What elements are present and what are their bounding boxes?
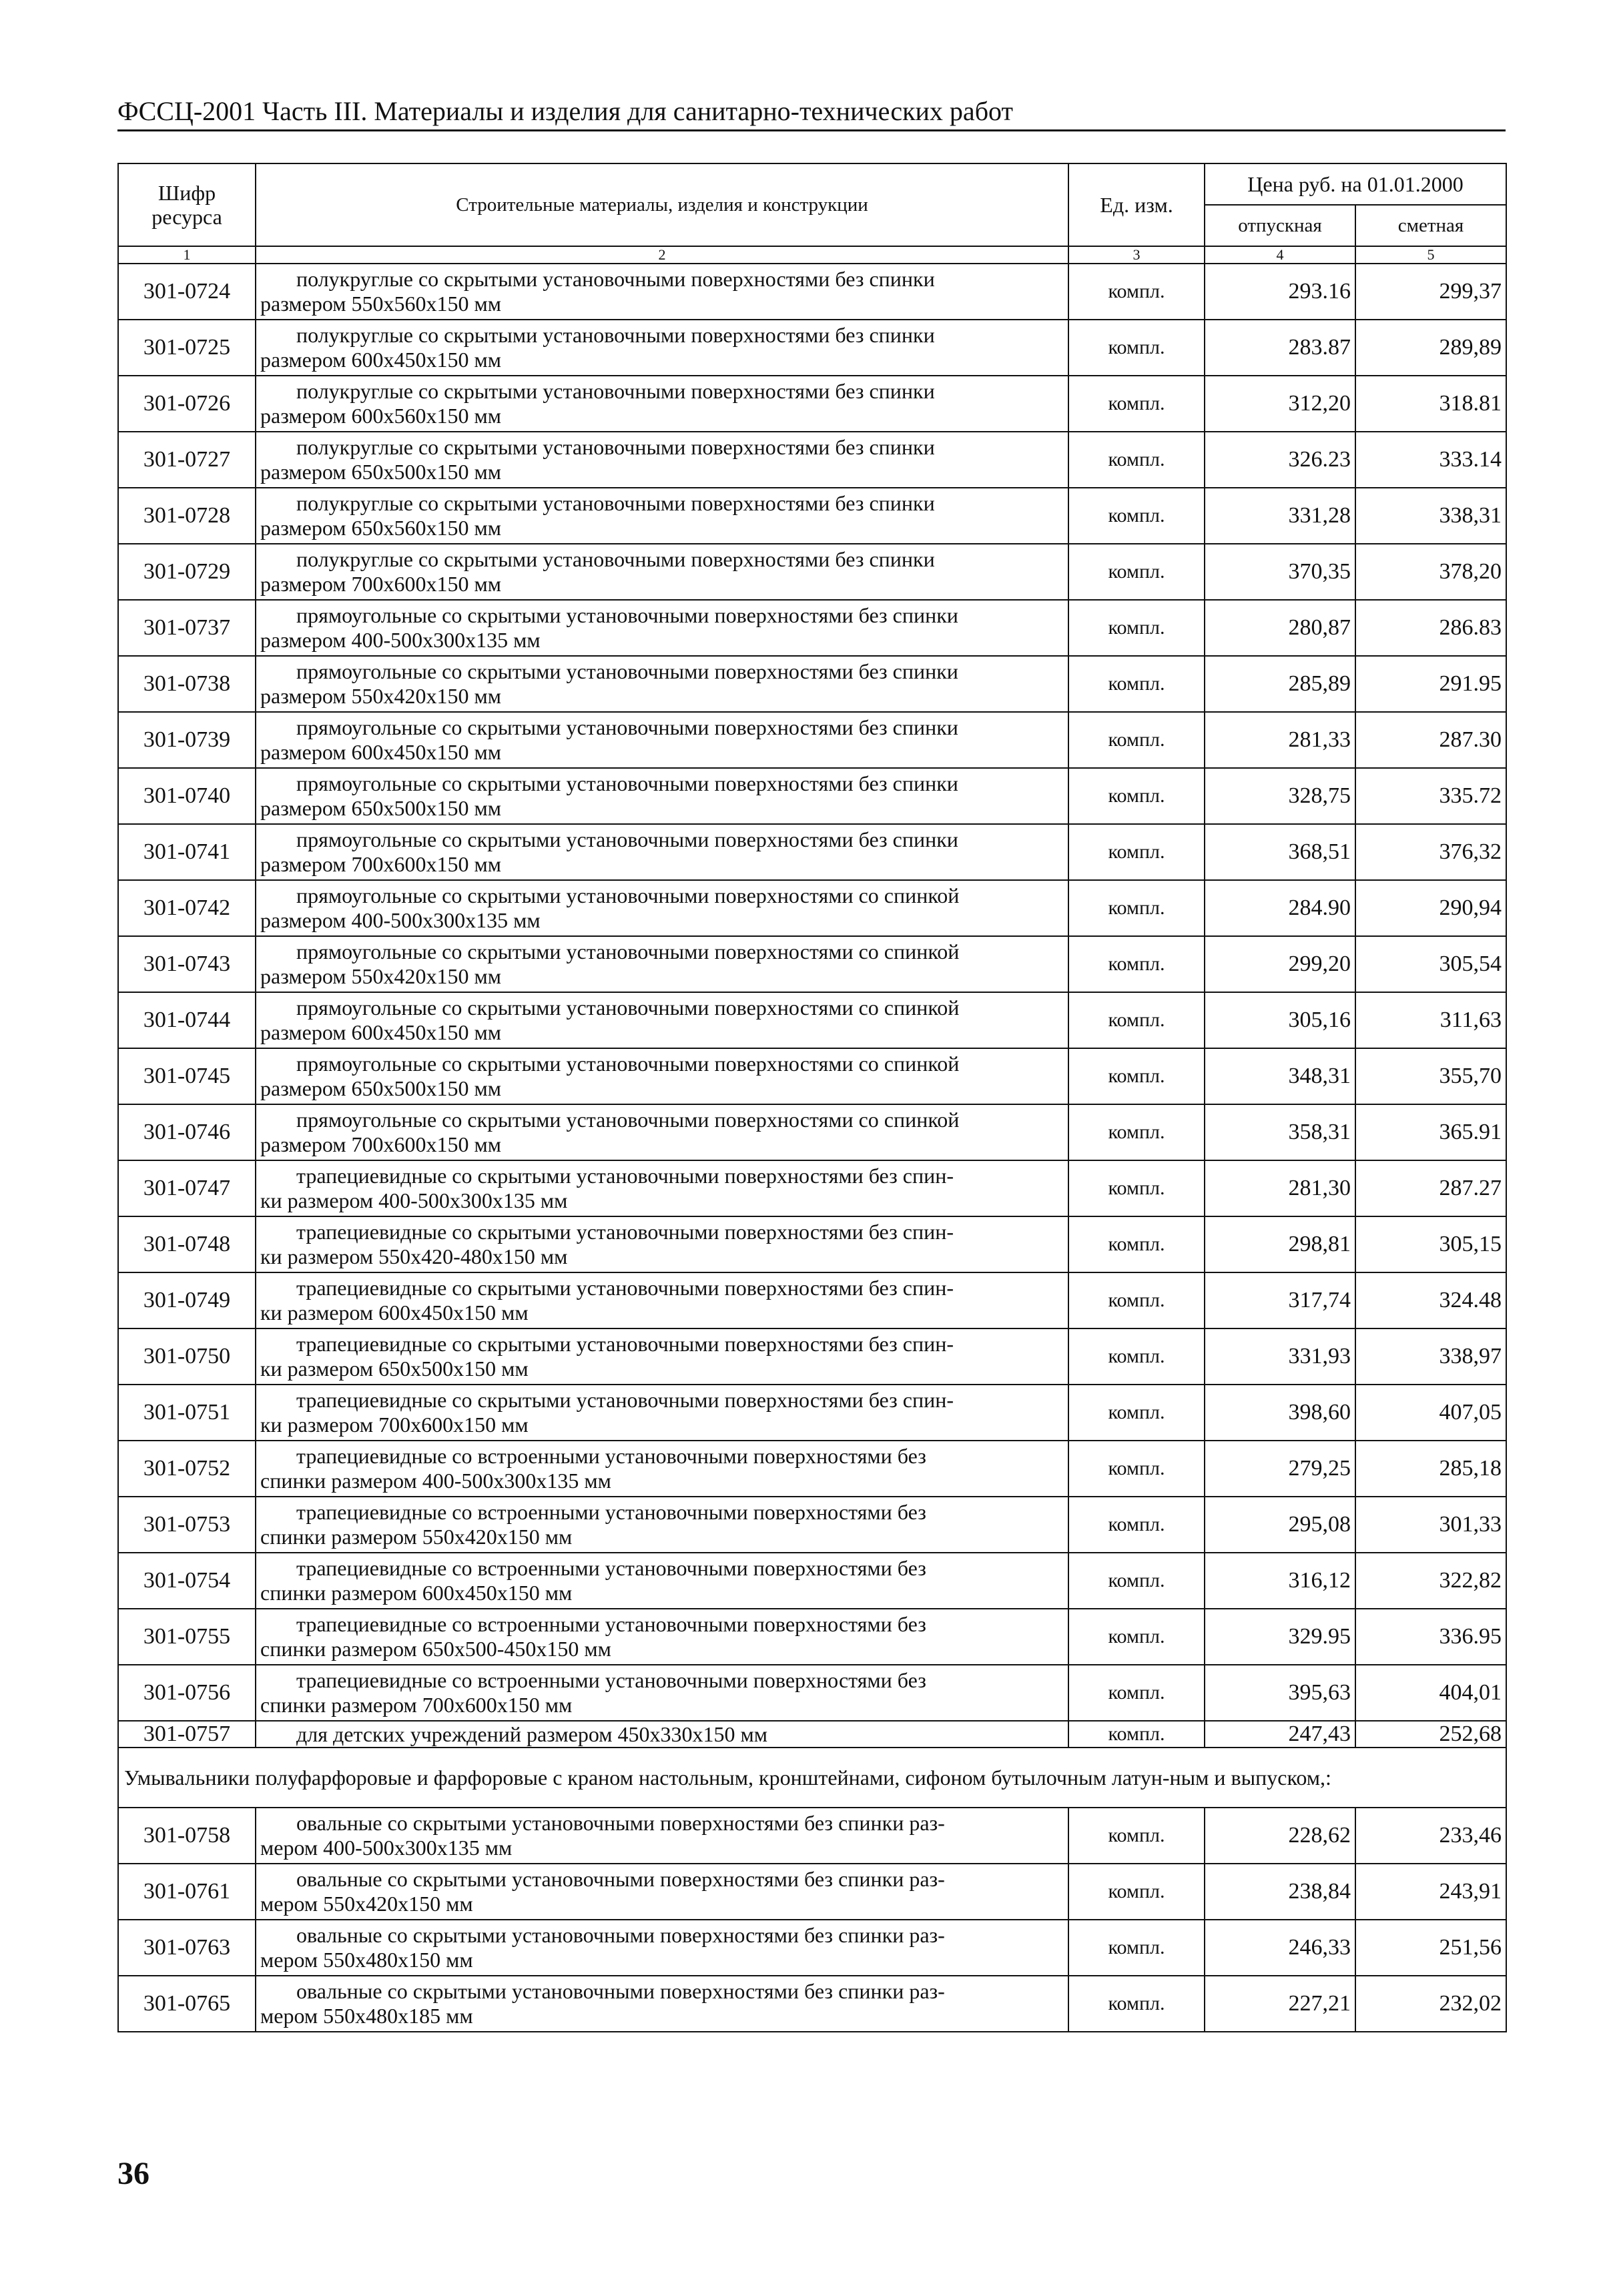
estimate-price: 335.72 (1355, 768, 1506, 824)
item-description (256, 1272, 1068, 1328)
table-row (118, 1385, 1506, 1441)
description-line-2: спинки размером 400-500x300x135 мм (260, 1469, 611, 1493)
unit: компл. (1068, 656, 1205, 712)
estimate-price: 285,18 (1355, 1441, 1506, 1497)
release-price: 228,62 (1205, 1808, 1355, 1864)
resource-code: 301-0746 (118, 1104, 256, 1160)
unit: компл. (1068, 936, 1205, 992)
description-line-1: трапециевидные со скрытыми установочными поверхностями без спин- (296, 1220, 954, 1244)
release-price: 281,33 (1205, 712, 1355, 768)
description-line-2: для детских учреждений размером 450x330x150 мм (296, 1721, 767, 1746)
description-line-1: трапециевидные со встроенными установочными поверхностями без (296, 1612, 926, 1636)
release-price: 227,21 (1205, 1976, 1355, 2032)
resource-code: 301-0758 (118, 1808, 256, 1864)
description-line-2: размером 400-500x300x135 мм (260, 628, 541, 652)
unit: компл. (1068, 992, 1205, 1048)
release-price: 329.95 (1205, 1609, 1355, 1665)
release-price: 370,35 (1205, 544, 1355, 600)
resource-code: 301-0729 (118, 544, 256, 600)
description-line-1: трапециевидные со встроенными установочными поверхностями без (296, 1444, 926, 1468)
description-line-2: мером 400-500x300x135 мм (260, 1836, 513, 1860)
unit: компл. (1068, 1160, 1205, 1216)
estimate-price: 290,94 (1355, 880, 1506, 936)
estimate-price: 338,97 (1355, 1328, 1506, 1385)
description-line-1: трапециевидные со скрытыми установочными поверхностями без спин- (296, 1388, 954, 1412)
unit: компл. (1068, 1553, 1205, 1609)
release-price: 298,81 (1205, 1216, 1355, 1272)
resource-code: 301-0749 (118, 1272, 256, 1328)
table-row (118, 264, 1506, 320)
item-description (256, 1920, 1068, 1976)
release-price: 326.23 (1205, 432, 1355, 488)
table-row (118, 1864, 1506, 1920)
unit: компл. (1068, 1609, 1205, 1665)
release-price: 368,51 (1205, 824, 1355, 880)
resource-code: 301-0757 (118, 1721, 256, 1748)
description-line-2: мером 550x420x150 мм (260, 1892, 473, 1916)
item-description (256, 1048, 1068, 1104)
unit: компл. (1068, 1328, 1205, 1385)
release-price: 295,08 (1205, 1497, 1355, 1553)
description-line-2: размером 700x600x150 мм (260, 1132, 501, 1156)
table-row (118, 1441, 1506, 1497)
table-row (118, 768, 1506, 824)
unit: компл. (1068, 1441, 1205, 1497)
description-line-1: овальные со скрытыми установочными поверхностями без спинки раз- (296, 1979, 945, 2003)
estimate-price: 378,20 (1355, 544, 1506, 600)
description-line-2: размером 700x600x150 мм (260, 852, 501, 876)
table-row (118, 488, 1506, 544)
unit: компл. (1068, 264, 1205, 320)
header-estimate-price: сметная (1355, 205, 1506, 246)
table-row (118, 1328, 1506, 1385)
item-description (256, 992, 1068, 1048)
table-row (118, 1609, 1506, 1665)
table-row (118, 1721, 1506, 1748)
description-line-2: размером 700x600x150 мм (260, 572, 501, 596)
release-price: 395,63 (1205, 1665, 1355, 1721)
estimate-price: 251,56 (1355, 1920, 1506, 1976)
unit: компл. (1068, 488, 1205, 544)
description-line-1: полукруглые со скрытыми установочными поверхностями без спинки (296, 547, 935, 571)
table-row (118, 432, 1506, 488)
unit: компл. (1068, 1864, 1205, 1920)
header-description: Строительные материалы, изделия и конструкции (256, 163, 1068, 246)
estimate-price: 324.48 (1355, 1272, 1506, 1328)
resource-code: 301-0739 (118, 712, 256, 768)
unit: компл. (1068, 1497, 1205, 1553)
column-index: 5 (1355, 246, 1506, 264)
release-price: 284.90 (1205, 880, 1355, 936)
description-line-1: овальные со скрытыми установочными поверхностями без спинки раз- (296, 1923, 945, 1947)
description-line-1: трапециевидные со скрытыми установочными поверхностями без спин- (296, 1164, 954, 1188)
estimate-price: 287.30 (1355, 712, 1506, 768)
unit: компл. (1068, 1665, 1205, 1721)
resource-code: 301-0748 (118, 1216, 256, 1272)
item-description (256, 1328, 1068, 1385)
release-price: 312,20 (1205, 376, 1355, 432)
estimate-price: 333.14 (1355, 432, 1506, 488)
release-price: 305,16 (1205, 992, 1355, 1048)
description-line-1: трапециевидные со встроенными установочными поверхностями без (296, 1500, 926, 1524)
description-line-2: размером 550x560x150 мм (260, 292, 501, 316)
unit: компл. (1068, 1721, 1205, 1748)
estimate-price: 289,89 (1355, 320, 1506, 376)
resource-code: 301-0751 (118, 1385, 256, 1441)
resource-code: 301-0756 (118, 1665, 256, 1721)
description-line-1: овальные со скрытыми установочными поверхностями без спинки раз- (296, 1867, 945, 1891)
release-price: 348,31 (1205, 1048, 1355, 1104)
item-description (256, 1609, 1068, 1665)
item-description (256, 1553, 1068, 1609)
estimate-price: 299,37 (1355, 264, 1506, 320)
item-description (256, 1160, 1068, 1216)
price-table (117, 163, 1507, 2032)
unit: компл. (1068, 768, 1205, 824)
estimate-price: 233,46 (1355, 1808, 1506, 1864)
description-line-1: полукруглые со скрытыми установочными поверхностями без спинки (296, 323, 935, 347)
resource-code: 301-0755 (118, 1609, 256, 1665)
table-row (118, 880, 1506, 936)
description-line-1: прямоугольные со скрытыми установочными поверхностями без спинки (296, 827, 958, 851)
description-line-1: прямоугольные со скрытыми установочными поверхностями без спинки (296, 771, 958, 795)
release-price: 331,28 (1205, 488, 1355, 544)
column-index: 3 (1068, 246, 1205, 264)
description-line-2: размером 550x420x150 мм (260, 964, 501, 988)
table-row (118, 376, 1506, 432)
item-description (256, 712, 1068, 768)
estimate-price: 336.95 (1355, 1609, 1506, 1665)
resource-code: 301-0741 (118, 824, 256, 880)
resource-code: 301-0765 (118, 1976, 256, 2032)
resource-code: 301-0753 (118, 1497, 256, 1553)
item-description (256, 600, 1068, 656)
column-index-row (118, 246, 1506, 264)
estimate-price: 318.81 (1355, 376, 1506, 432)
estimate-price: 287.27 (1355, 1160, 1506, 1216)
release-price: 316,12 (1205, 1553, 1355, 1609)
unit: компл. (1068, 1104, 1205, 1160)
item-description (256, 1104, 1068, 1160)
release-price: 299,20 (1205, 936, 1355, 992)
estimate-price: 291.95 (1355, 656, 1506, 712)
header-release-price: отпускная (1205, 205, 1355, 246)
table-row (118, 824, 1506, 880)
table-row (118, 1497, 1506, 1553)
description-line-1: прямоугольные со скрытыми установочными поверхностями без спинки (296, 659, 958, 683)
unit: компл. (1068, 1808, 1205, 1864)
column-index: 2 (256, 246, 1068, 264)
item-description (256, 320, 1068, 376)
item-description (256, 1216, 1068, 1272)
description-line-1: трапециевидные со встроенными установочными поверхностями без (296, 1556, 926, 1580)
release-price: 328,75 (1205, 768, 1355, 824)
release-price: 317,74 (1205, 1272, 1355, 1328)
description-line-2: размером 400-500x300x135 мм (260, 908, 541, 932)
unit: компл. (1068, 320, 1205, 376)
page-header: ФССЦ-2001 Часть III. Материалы и изделия для санитарно-технических работ (117, 95, 1506, 131)
unit: компл. (1068, 376, 1205, 432)
item-description (256, 824, 1068, 880)
description-line-1: прямоугольные со скрытыми установочными поверхностями со спинкой (296, 1108, 960, 1132)
table-row (118, 992, 1506, 1048)
description-line-1: полукруглые со скрытыми установочными поверхностями без спинки (296, 267, 935, 291)
description-line-2: ки размером 550x420-480x150 мм (260, 1244, 568, 1268)
estimate-price: 311,63 (1355, 992, 1506, 1048)
group-heading: Умывальники полуфарфоровые и фарфоровые с краном настольным, кронштейнами, сифоном бутылочным латун-ным и выпуском,: (118, 1748, 1506, 1808)
resource-code: 301-0738 (118, 656, 256, 712)
description-line-2: спинки размером 700x600x150 мм (260, 1693, 573, 1717)
unit: компл. (1068, 1385, 1205, 1441)
table-row (118, 712, 1506, 768)
estimate-price: 243,91 (1355, 1864, 1506, 1920)
item-description (256, 1864, 1068, 1920)
estimate-price: 338,31 (1355, 488, 1506, 544)
resource-code: 301-0740 (118, 768, 256, 824)
description-line-1: прямоугольные со скрытыми установочными поверхностями со спинкой (296, 996, 960, 1020)
item-description (256, 544, 1068, 600)
table-row (118, 1272, 1506, 1328)
description-line-1: трапециевидные со скрытыми установочными поверхностями без спин- (296, 1276, 954, 1300)
item-description (256, 376, 1068, 432)
description-line-1: полукруглые со скрытыми установочными поверхностями без спинки (296, 435, 935, 459)
resource-code: 301-0744 (118, 992, 256, 1048)
description-line-2: мером 550x480x150 мм (260, 1948, 473, 1972)
description-line-2: ки размером 600x450x150 мм (260, 1300, 529, 1324)
resource-code: 301-0724 (118, 264, 256, 320)
description-line-2: размером 650x500x150 мм (260, 460, 501, 484)
item-description (256, 1441, 1068, 1497)
description-line-2: размером 600x450x150 мм (260, 348, 501, 372)
release-price: 358,31 (1205, 1104, 1355, 1160)
description-line-2: ки размером 700x600x150 мм (260, 1413, 529, 1437)
resource-code: 301-0725 (118, 320, 256, 376)
estimate-price: 301,33 (1355, 1497, 1506, 1553)
item-description (256, 880, 1068, 936)
estimate-price: 252,68 (1355, 1721, 1506, 1748)
estimate-price: 407,05 (1355, 1385, 1506, 1441)
item-description (256, 264, 1068, 320)
table-header-row (118, 163, 1506, 205)
description-line-2: размером 600x560x150 мм (260, 404, 501, 428)
unit: компл. (1068, 880, 1205, 936)
unit: компл. (1068, 544, 1205, 600)
description-line-2: размером 550x420x150 мм (260, 684, 501, 708)
header-unit: Ед. изм. (1068, 163, 1205, 246)
estimate-price: 355,70 (1355, 1048, 1506, 1104)
description-line-1: прямоугольные со скрытыми установочными поверхностями со спинкой (296, 1052, 960, 1076)
table-row (118, 1160, 1506, 1216)
unit: компл. (1068, 1976, 1205, 2032)
unit: компл. (1068, 1920, 1205, 1976)
unit: компл. (1068, 1216, 1205, 1272)
resource-code: 301-0745 (118, 1048, 256, 1104)
description-line-2: спинки размером 600x450x150 мм (260, 1581, 573, 1605)
table-row (118, 1553, 1506, 1609)
resource-code: 301-0752 (118, 1441, 256, 1497)
table-row (118, 1048, 1506, 1104)
release-price: 293.16 (1205, 264, 1355, 320)
unit: компл. (1068, 824, 1205, 880)
unit: компл. (1068, 432, 1205, 488)
estimate-price: 232,02 (1355, 1976, 1506, 2032)
estimate-price: 305,54 (1355, 936, 1506, 992)
table-row (118, 1104, 1506, 1160)
table-row (118, 656, 1506, 712)
description-line-1: полукруглые со скрытыми установочными поверхностями без спинки (296, 379, 935, 403)
description-line-2: спинки размером 550x420x150 мм (260, 1525, 573, 1549)
table-row (118, 1920, 1506, 1976)
item-description (256, 1385, 1068, 1441)
header-code: Шифр ресурса (118, 163, 256, 246)
resource-code: 301-0728 (118, 488, 256, 544)
release-price: 283.87 (1205, 320, 1355, 376)
release-price: 279,25 (1205, 1441, 1355, 1497)
item-description (256, 432, 1068, 488)
unit: компл. (1068, 600, 1205, 656)
description-line-2: размером 650x500x150 мм (260, 796, 501, 820)
resource-code: 301-0754 (118, 1553, 256, 1609)
unit: компл. (1068, 1272, 1205, 1328)
release-price: 398,60 (1205, 1385, 1355, 1441)
description-line-2: размером 650x560x150 мм (260, 516, 501, 540)
table-row (118, 1665, 1506, 1721)
table-row (118, 320, 1506, 376)
estimate-price: 404,01 (1355, 1665, 1506, 1721)
column-index: 1 (118, 246, 256, 264)
resource-code: 301-0750 (118, 1328, 256, 1385)
unit: компл. (1068, 712, 1205, 768)
description-line-1: прямоугольные со скрытыми установочными поверхностями без спинки (296, 603, 958, 627)
table-row (118, 936, 1506, 992)
table-row (118, 1976, 1506, 2032)
description-line-2: спинки размером 650x500-450x150 мм (260, 1637, 611, 1661)
resource-code: 301-0726 (118, 376, 256, 432)
estimate-price: 365.91 (1355, 1104, 1506, 1160)
resource-code: 301-0761 (118, 1864, 256, 1920)
table-row (118, 544, 1506, 600)
description-line-2: размером 650x500x150 мм (260, 1076, 501, 1100)
group-heading-row (118, 1748, 1506, 1808)
release-price: 281,30 (1205, 1160, 1355, 1216)
item-description (256, 1976, 1068, 2032)
item-description (256, 1665, 1068, 1721)
table-row (118, 600, 1506, 656)
resource-code: 301-0743 (118, 936, 256, 992)
resource-code: 301-0742 (118, 880, 256, 936)
description-line-2: ки размером 650x500x150 мм (260, 1357, 529, 1381)
description-line-2: размером 600x450x150 мм (260, 740, 501, 764)
resource-code: 301-0737 (118, 600, 256, 656)
release-price: 247,43 (1205, 1721, 1355, 1748)
page-number: 36 (117, 2156, 149, 2191)
item-description (256, 488, 1068, 544)
release-price: 246,33 (1205, 1920, 1355, 1976)
estimate-price: 376,32 (1355, 824, 1506, 880)
description-line-1: трапециевидные со скрытыми установочными поверхностями без спин- (296, 1332, 954, 1356)
description-line-2: размером 600x450x150 мм (260, 1020, 501, 1044)
description-line-2: ки размером 400-500x300x135 мм (260, 1188, 568, 1212)
table-row (118, 1808, 1506, 1864)
estimate-price: 322,82 (1355, 1553, 1506, 1609)
header-price: Цена руб. на 01.01.2000 (1205, 163, 1506, 205)
item-description (256, 1721, 1068, 1748)
table-row (118, 1216, 1506, 1272)
description-line-2: мером 550x480x185 мм (260, 2004, 473, 2028)
resource-code: 301-0763 (118, 1920, 256, 1976)
resource-code: 301-0747 (118, 1160, 256, 1216)
description-line-1: трапециевидные со встроенными установочными поверхностями без (296, 1668, 926, 1692)
estimate-price: 305,15 (1355, 1216, 1506, 1272)
estimate-price: 286.83 (1355, 600, 1506, 656)
description-line-1: полукруглые со скрытыми установочными поверхностями без спинки (296, 491, 935, 515)
item-description (256, 1808, 1068, 1864)
item-description (256, 936, 1068, 992)
release-price: 238,84 (1205, 1864, 1355, 1920)
description-line-1: прямоугольные со скрытыми установочными поверхностями без спинки (296, 715, 958, 739)
table-body (118, 246, 1506, 2032)
description-line-1: прямоугольные со скрытыми установочными поверхностями со спинкой (296, 939, 960, 964)
resource-code: 301-0727 (118, 432, 256, 488)
item-description (256, 656, 1068, 712)
release-price: 331,93 (1205, 1328, 1355, 1385)
item-description (256, 768, 1068, 824)
description-line-1: овальные со скрытыми установочными поверхностями без спинки раз- (296, 1811, 945, 1835)
unit: компл. (1068, 1048, 1205, 1104)
column-index: 4 (1205, 246, 1355, 264)
description-line-1: прямоугольные со скрытыми установочными поверхностями со спинкой (296, 883, 960, 907)
release-price: 285,89 (1205, 656, 1355, 712)
release-price: 280,87 (1205, 600, 1355, 656)
item-description (256, 1497, 1068, 1553)
